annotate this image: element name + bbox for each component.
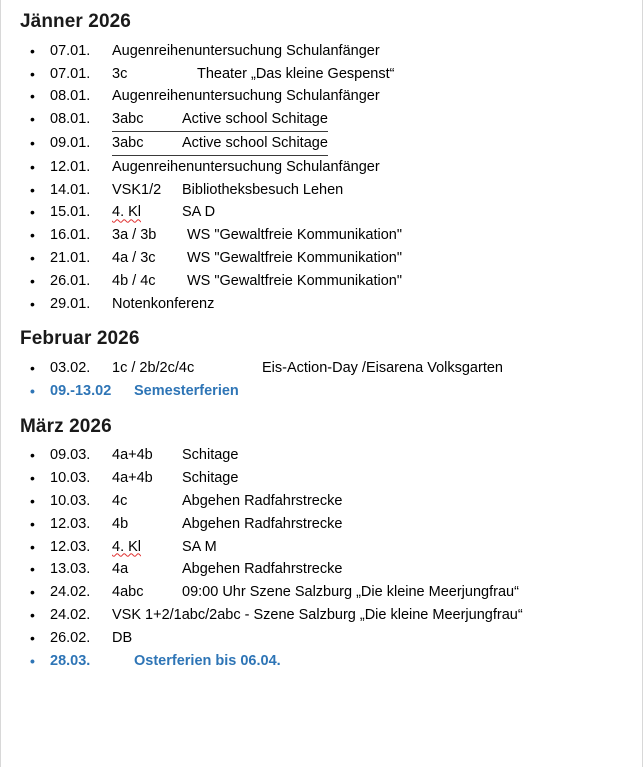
- event-description: Semesterferien: [134, 382, 239, 399]
- event-date: 12.03.: [50, 538, 91, 555]
- event-description: WS "Gewaltfreie Kommunikation": [187, 227, 402, 244]
- bullet-icon: •: [30, 493, 35, 509]
- list-item: [20, 467, 631, 490]
- event-list: [20, 357, 631, 403]
- event-class: 4. Kl: [112, 204, 142, 221]
- event-description: Active school Schitage: [182, 108, 328, 132]
- event-list: [20, 40, 631, 316]
- bullet-icon: •: [30, 606, 35, 623]
- event-description: Theater „Das kleine Gespenst“: [197, 65, 395, 82]
- event-class: 3abc: [112, 108, 182, 132]
- event-date: 09.-13.02: [50, 382, 112, 399]
- event-description: Active school Schitage: [182, 132, 328, 156]
- month-heading: Februar 2026: [20, 328, 140, 350]
- list-item: [20, 627, 631, 650]
- bullet-icon: •: [30, 249, 35, 266]
- event-class: 4a: [112, 561, 129, 578]
- event-description: SA M: [182, 538, 217, 555]
- schedule-content: [20, 10, 631, 672]
- event-description: Augenreihenuntersuchung Schulanfänger: [112, 158, 380, 175]
- list-item: [20, 490, 631, 513]
- bullet-icon: •: [30, 272, 35, 289]
- event-description: Augenreihenuntersuchung Schulanfänger: [112, 88, 380, 105]
- list-item: [20, 156, 631, 179]
- event-date: 21.01.: [50, 249, 91, 266]
- event-date: 10.03.: [50, 493, 91, 509]
- month-heading: März 2026: [20, 415, 112, 437]
- bullet-icon: •: [30, 181, 35, 198]
- event-description: Abgehen Radfahrstrecke: [182, 515, 343, 532]
- event-description: Augenreihenuntersuchung Schulanfänger: [112, 42, 380, 59]
- bullet-icon: •: [30, 382, 35, 399]
- event-date: 10.03.: [50, 470, 91, 487]
- event-date: 03.02.: [50, 360, 91, 377]
- bullet-icon: •: [30, 470, 35, 487]
- event-date: 13.03.: [50, 561, 91, 578]
- list-item: [20, 558, 631, 581]
- list-item: [20, 581, 631, 604]
- list-item: [20, 604, 631, 627]
- event-list: [20, 444, 631, 672]
- list-item: [20, 247, 631, 270]
- event-date: 14.01.: [50, 181, 91, 198]
- event-description: Schitage: [182, 470, 239, 487]
- bullet-icon: •: [30, 652, 35, 669]
- event-class: 3c: [112, 65, 128, 82]
- event-date: 08.01.: [50, 111, 91, 128]
- event-class: 4a+4b: [112, 447, 153, 464]
- list-item: [20, 650, 631, 673]
- event-date: 09.01.: [50, 134, 91, 151]
- event-class: 4b / 4c: [112, 272, 156, 289]
- page-edge-left: [0, 0, 1, 767]
- bullet-icon: •: [30, 204, 35, 221]
- bullet-icon: •: [30, 538, 35, 555]
- event-class: 4b: [112, 515, 129, 532]
- list-item: [20, 536, 631, 559]
- event-class: VSK 1+2/1abc/2abc - Szene Salzburg „Die kleine Meerjungfrau“: [112, 606, 523, 623]
- list-item: [20, 108, 631, 132]
- event-description: Bibliotheksbesuch Lehen: [182, 181, 344, 198]
- list-item: [20, 132, 631, 156]
- event-description: 09:00 Uhr Szene Salzburg „Die kleine Meerjungfrau“: [182, 584, 519, 601]
- list-item: [20, 444, 631, 467]
- event-description: Notenkonferenz: [112, 295, 215, 312]
- list-item: [20, 63, 631, 86]
- event-date: 08.01.: [50, 88, 91, 105]
- list-item: [20, 40, 631, 63]
- bullet-icon: •: [30, 584, 35, 601]
- bullet-icon: •: [30, 134, 35, 151]
- list-item: [20, 513, 631, 536]
- list-item: [20, 201, 631, 224]
- event-description: WS "Gewaltfreie Kommunikation": [187, 272, 402, 289]
- event-class: 4a / 3c: [112, 249, 156, 266]
- event-date: 07.01.: [50, 65, 91, 82]
- list-item: [20, 85, 631, 108]
- event-class: Osterferien bis 06.04.: [134, 652, 281, 669]
- bullet-icon: •: [30, 561, 35, 578]
- list-item: [20, 357, 631, 380]
- bullet-icon: •: [30, 447, 35, 464]
- event-date: 24.02.: [50, 584, 91, 601]
- event-date: 29.01.: [50, 295, 91, 312]
- month-block: [20, 10, 631, 315]
- event-class: 1c / 2b/2c/4c: [112, 360, 195, 377]
- event-class: 4a+4b: [112, 470, 153, 487]
- event-date: 09.03.: [50, 447, 91, 464]
- event-date: 16.01.: [50, 227, 91, 244]
- event-date: 28.03.: [50, 652, 91, 669]
- event-description: Abgehen Radfahrstrecke: [182, 561, 343, 578]
- event-description: Abgehen Radfahrstrecke: [182, 493, 343, 509]
- event-date: 26.01.: [50, 272, 91, 289]
- event-date: 26.02.: [50, 629, 91, 646]
- list-item: [20, 179, 631, 202]
- event-date: 12.03.: [50, 515, 91, 532]
- event-description: WS "Gewaltfreie Kommunikation": [187, 249, 402, 266]
- event-class: 3abc: [112, 132, 182, 156]
- month-block: [20, 327, 631, 402]
- bullet-icon: •: [30, 111, 35, 128]
- bullet-icon: •: [30, 629, 35, 646]
- event-class: 4c: [112, 493, 128, 509]
- month-heading: Jänner 2026: [20, 11, 131, 32]
- bullet-icon: •: [30, 158, 35, 175]
- event-date: 24.02.: [50, 606, 91, 623]
- list-item: [20, 293, 631, 316]
- event-class: DB: [112, 629, 133, 646]
- list-item: [20, 270, 631, 293]
- bullet-icon: •: [30, 360, 35, 377]
- event-class: 3a / 3b: [112, 227, 157, 244]
- bullet-icon: •: [30, 515, 35, 532]
- event-description: Schitage: [182, 447, 239, 464]
- event-date: 07.01.: [50, 42, 91, 59]
- event-description: SA D: [182, 204, 216, 221]
- list-item: [20, 380, 631, 403]
- bullet-icon: •: [30, 295, 35, 312]
- event-class: 4abc: [112, 584, 144, 601]
- bullet-icon: •: [30, 227, 35, 244]
- list-item: [20, 224, 631, 247]
- event-date: 12.01.: [50, 158, 91, 175]
- bullet-icon: •: [30, 42, 35, 59]
- event-class: VSK1/2: [112, 181, 162, 198]
- event-class: 4. Kl: [112, 538, 142, 555]
- event-description: Eis-Action-Day /Eisarena Volksgarten: [262, 360, 503, 377]
- bullet-icon: •: [30, 65, 35, 82]
- bullet-icon: •: [30, 88, 35, 105]
- event-date: 15.01.: [50, 204, 91, 221]
- month-block: [20, 415, 631, 673]
